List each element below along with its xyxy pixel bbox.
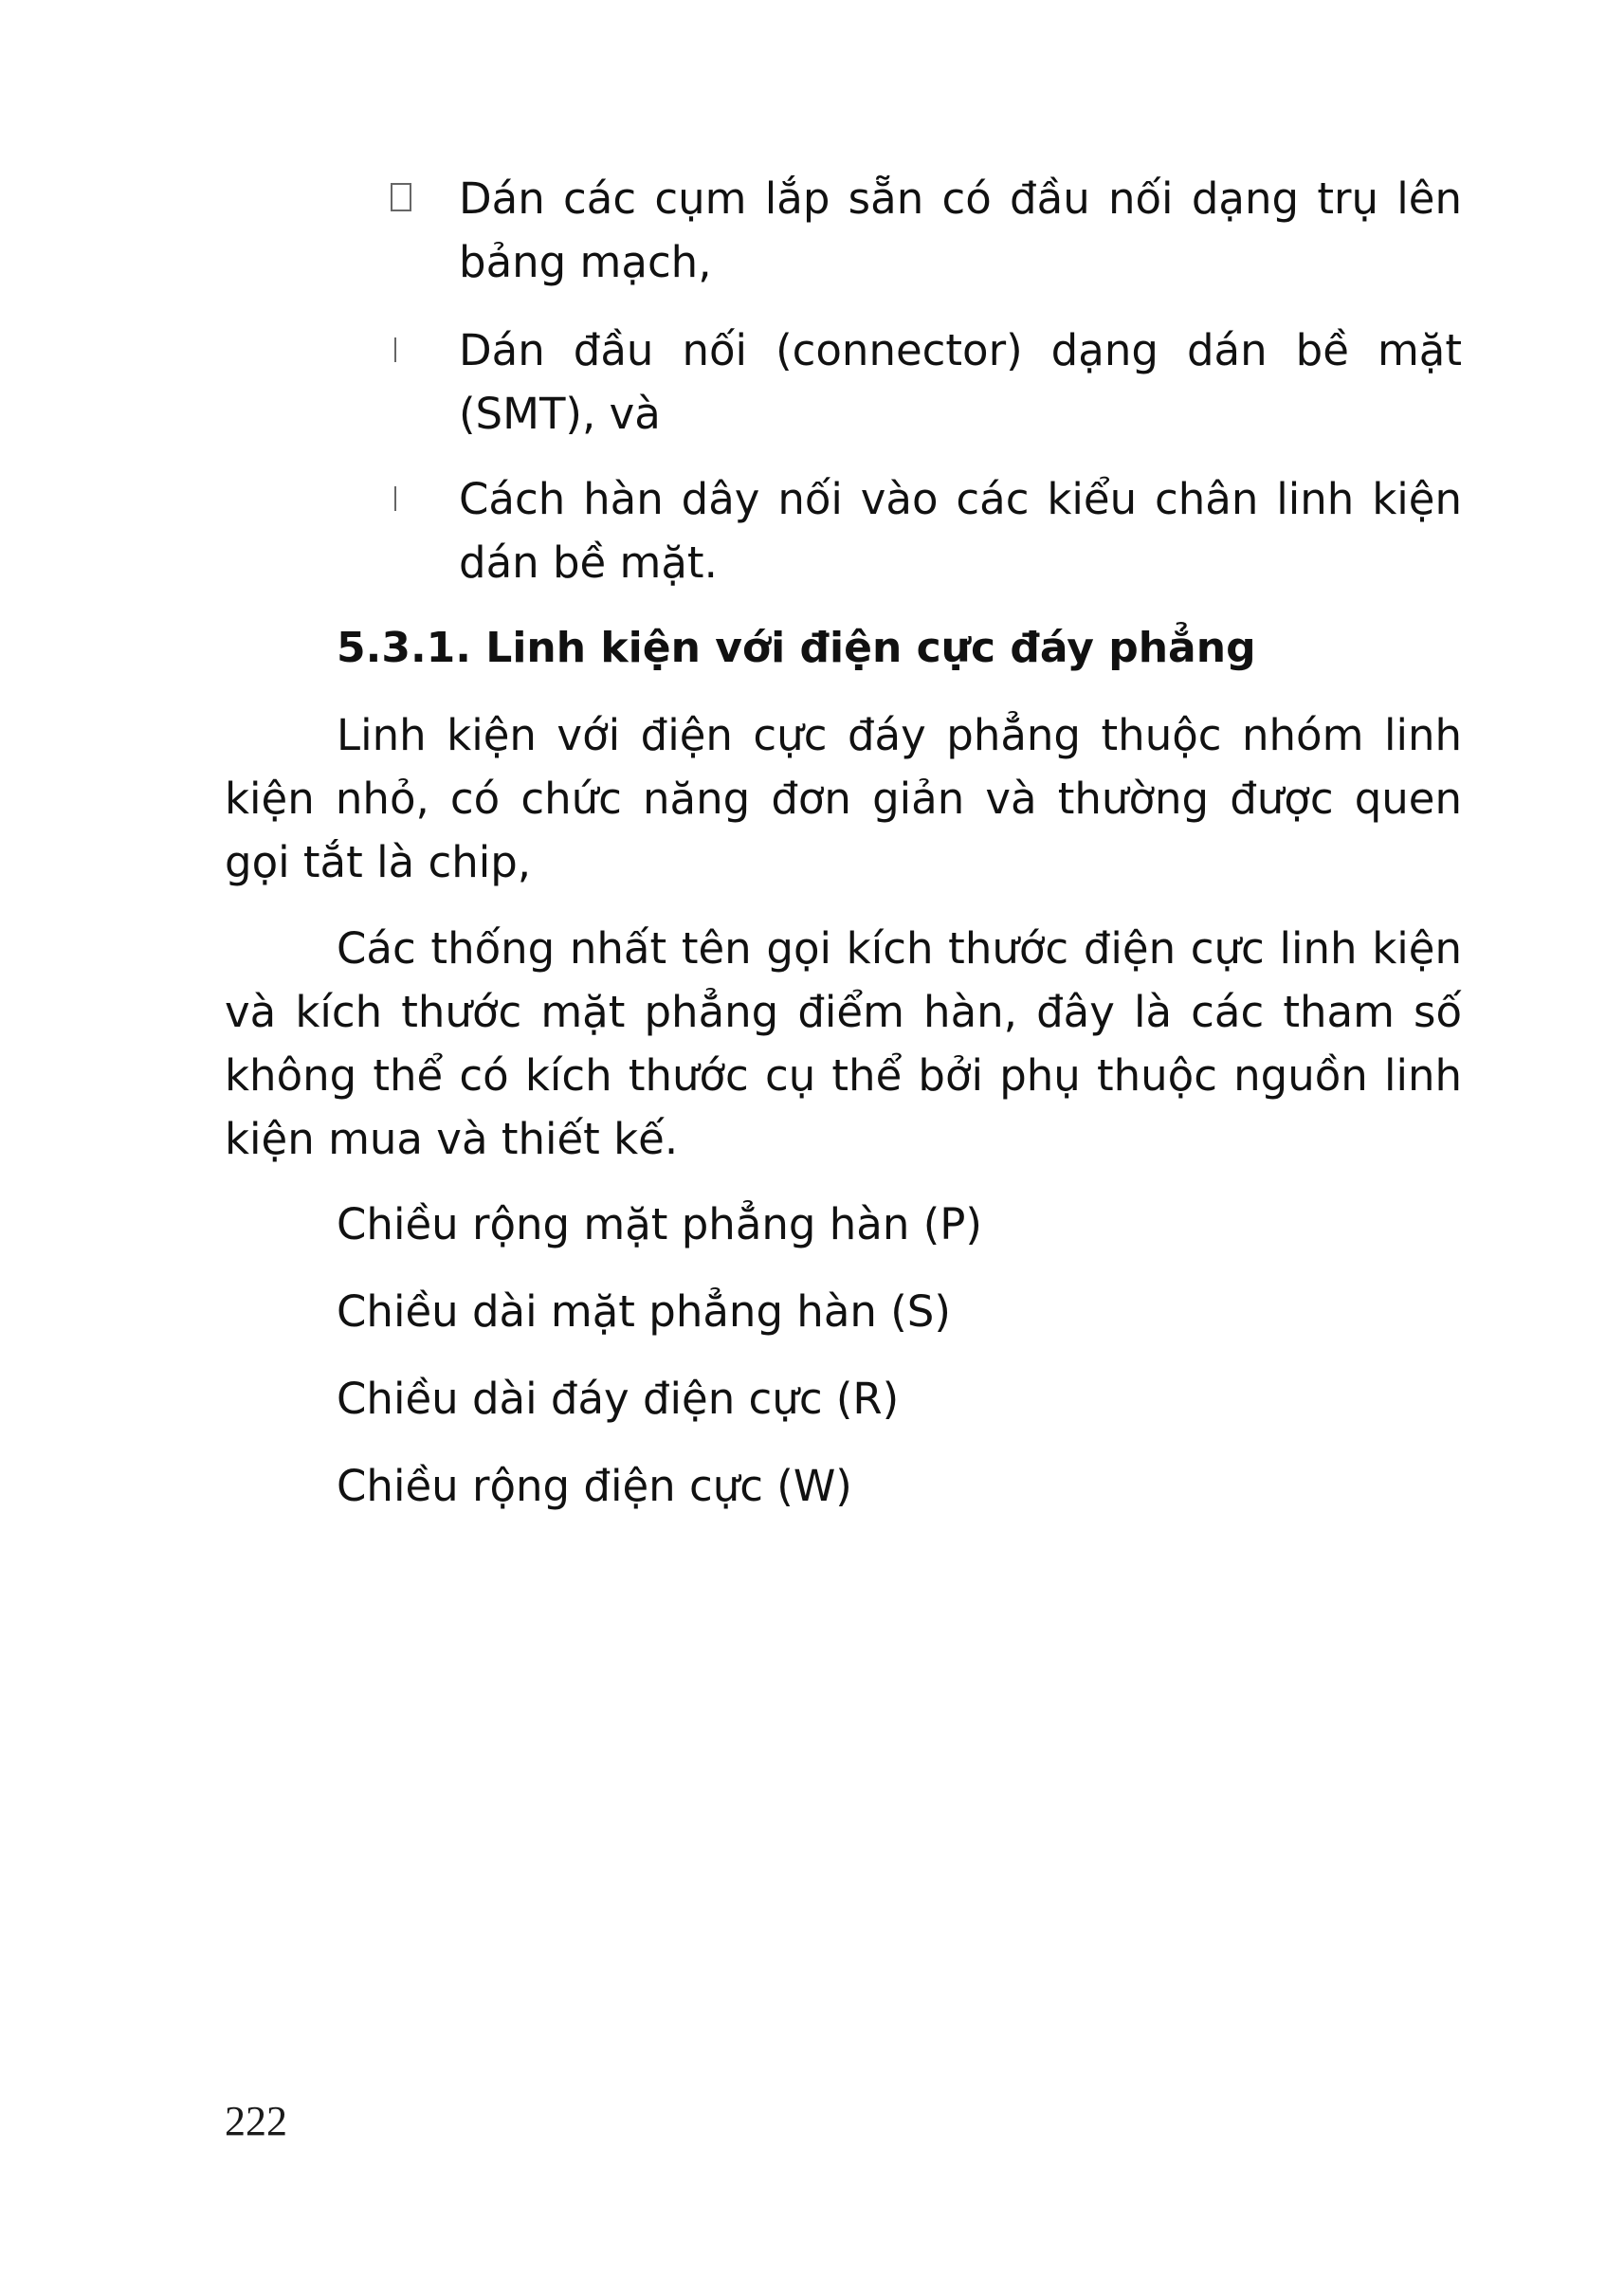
bullet-text: Cách hàn dây nối vào các kiểu chân linh kiện dán bề mặt. [459,474,1462,588]
bullet-box-icon [391,167,444,230]
paragraph-text: Các thống nhất tên gọi kích thước điện cực linh kiện và kích thước mặt phẳng điểm hàn, đây là các tham số không thể có kích thước cụ thể bởi phụ thuộc nguồn linh kiện mua và thiết kế. [225,923,1462,1164]
bullet-item [391,467,1462,594]
bullet-text: Dán đầu nối (connector) dạng dán bề mặt (SMT), và [459,325,1462,439]
dimension-item: Chiều rộng mặt phẳng hàn (P) [337,1199,982,1249]
paragraph [225,703,1462,894]
paragraph-text: Linh kiện với điện cực đáy phẳng thuộc nhóm linh kiện nhỏ, có chức năng đơn giản và thường được quen gọi tắt là chip, [225,710,1462,887]
bullet-bar-icon [391,319,444,382]
bullet-bar-icon [391,467,444,531]
bullet-item [391,319,1462,446]
dimension-item: Chiều dài đáy điện cực (R) [337,1374,900,1424]
paragraph [225,917,1462,1171]
section-heading: 5.3.1. Linh kiện với điện cực đáy phẳng [337,624,1256,672]
dimension-item: Chiều dài mặt phẳng hàn (S) [337,1286,951,1337]
bullet-text: Dán các cụm lắp sẵn có đầu nối dạng trụ lên bảng mạch, [459,173,1462,287]
bullet-item [391,167,1462,294]
page-number: 222 [225,2098,287,2144]
dimension-item: Chiều rộng điện cực (W) [337,1461,852,1511]
